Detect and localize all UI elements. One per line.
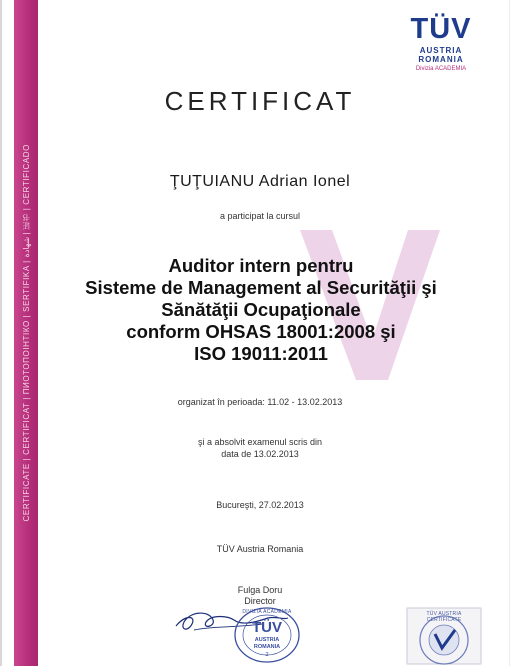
tuv-stamp — [233, 606, 301, 664]
participation-text: a participat la cursul — [219, 211, 301, 221]
tuv-logo-country-1: AUSTRIA — [419, 46, 463, 55]
tuv-logo-country-2: ROMANIA — [418, 55, 464, 64]
tuv-logo-brand: TÜV — [410, 13, 472, 45]
exam-text-1: şi a absolvit examenul scris din — [197, 437, 323, 447]
stamp-line-1: AUSTRIA — [254, 637, 280, 643]
tuv-logo-division: Divizia ACADEMIA — [415, 66, 467, 72]
place-date: Bucureşti, 27.02.2013 — [216, 500, 304, 510]
recipient-name: ŢUŢUIANU Adrian Ionel — [169, 173, 351, 190]
course-line: Sisteme de Management al Securităţii şi — [85, 277, 437, 298]
side-band-label: CERTIFICATE | CERTIFICAT | ПИОТОПОІНТІКО | SERTIFIKA | شهادة | 证书 | CERTIFICADO — [21, 144, 31, 522]
exam-text-2: data de 13.02.2013 — [221, 449, 299, 459]
course-line: conform OHSAS 18001:2008 şi — [126, 321, 396, 342]
stamp-number: 2 — [265, 652, 269, 658]
course-period: organizat în perioada: 11.02 - 13.02.2013 — [177, 397, 343, 407]
certificate-title: CERTIFICAT — [164, 86, 356, 116]
stamp-brand: TÜV — [252, 619, 282, 636]
stamp-arc-text: DIVIZIA ACADEMIA — [242, 609, 292, 615]
course-line: Sănătăţii Ocupaţionale — [161, 299, 361, 320]
tuv-logo — [407, 14, 475, 84]
course-line: Auditor intern pentru — [168, 255, 354, 276]
issuer-name: TÜV Austria Romania — [216, 544, 304, 554]
seal-text: TÜV AUSTRIA CERTIFICATE — [426, 611, 462, 623]
signatory-name: Fulga Doru — [237, 585, 283, 595]
signatory-title: Director — [244, 596, 276, 606]
side-band-text — [14, 0, 38, 666]
certificate-seal — [405, 602, 483, 666]
stamp-line-2: ROMANIA — [253, 644, 281, 650]
course-line: ISO 19011:2011 — [194, 343, 328, 364]
course-title — [56, 255, 466, 365]
